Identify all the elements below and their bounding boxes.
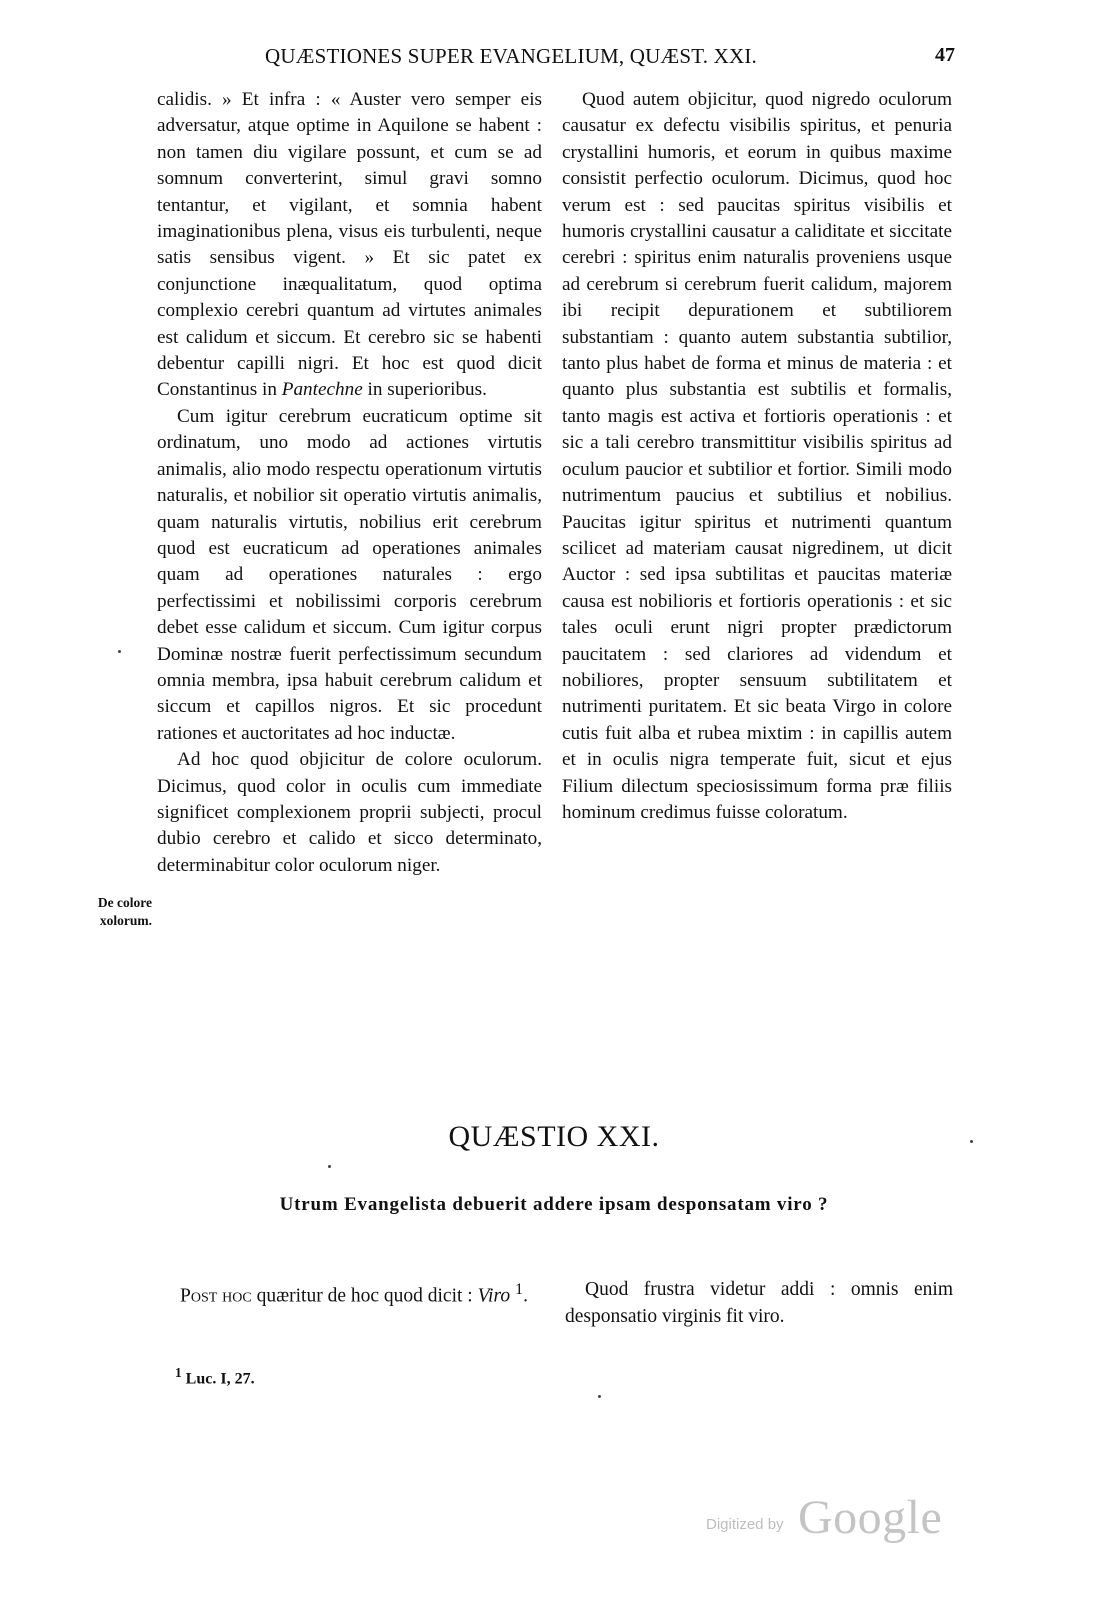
running-head (0, 44, 1108, 74)
opening-small-caps: Post hoc (180, 1285, 252, 1307)
margin-note-line-2: xolorum. (99, 913, 152, 928)
running-head-title: QUÆSTIONES SUPER EVANGELIUM, QUÆST. XXI. (265, 44, 757, 68)
quaestio-left-text (160, 1276, 540, 1310)
right-column (562, 87, 952, 826)
footnote-reference: 1 (514, 1280, 524, 1298)
quaestio-left-paragraph: Post hoc quæritur de hoc quod dicit : Viro $^1$. (180, 1280, 528, 1307)
margin-note-line-1: De colore (97, 895, 152, 910)
footnote (175, 1365, 255, 1388)
left-paragraph-2: Cum igitur cerebrum eucraticum optime sit ordinatum, uno modo ad actiones virtutis animalis, alio modo respectu operationum virtutis naturalis, et nobilior sit operatio virtutis animalis, quam naturalis virtutis, nobilius erit cerebrum quod est eucraticum ad operationes animales quam ad operationes naturales : ergo perfectissimi et nobilissimi corporis cerebrum debet esse calidum et siccum. Cum igitur corpus Dominæ nostræ fuerit perfectissimum secundum omnia membra, ipsa habuit cerebrum calidum et siccum et capillos nigros. Et sic procedunt rationes et auctoritates ad hoc inductæ. (157, 405, 542, 744)
quaestio-left-sentence: quæritur de hoc quod dicit : (256, 1285, 473, 1307)
footnote-mark: 1 (175, 1365, 182, 1380)
left-paragraph-1-end: in superioribus. (367, 379, 487, 401)
watermark-caption: Digitized by (706, 1516, 784, 1533)
print-speck (118, 650, 121, 653)
work-title: Pantechne (281, 379, 363, 401)
print-speck (328, 1165, 331, 1168)
print-speck (598, 1395, 601, 1398)
quaestio-right-paragraph: Quod frustra videtur addi : omnis enim desponsatio virginis fit viro. (565, 1279, 953, 1327)
quaestio-right-text (565, 1276, 953, 1330)
footnote-text: Luc. I, 27. (185, 1370, 255, 1388)
left-paragraph-1-text: calidis. » Et infra : « Auster vero semper eis adversatur, atque optime in Aquilone se habent : non tamen diu vigilare possunt, et cum se ad somnum converterint, simul gravi somno tentantur, et vigilant, et somnia habent imaginationibus plena, visus eis turbulenti, neque satis sensibus vigent. » Et sic patet ex conjunctione inæqualitatum, quod optima complexio cerebri quantum ad virtutes animales est calidum et siccum. Et cerebro sic se habenti debentur capilli nigri. Et hoc est quod dicit Constantinus in (157, 89, 542, 401)
digitization-watermark (700, 1490, 960, 1550)
quoted-word: Viro (477, 1285, 511, 1307)
print-speck (970, 1140, 973, 1143)
quaestio-heading: QUÆSTIO XXI. (448, 1120, 660, 1153)
quaestio-subtitle: Utrum Evangelista debuerit addere ipsam desponsatam viro ? (279, 1194, 829, 1215)
left-paragraph-3: Ad hoc quod objicitur de colore oculorum. Dicimus, quod color in oculis cum immediate significet complexionem proprii subjecti, procul dubio cerebro et calido et sicco determinato, determinabitur color oculorum niger. (157, 749, 542, 876)
page-number: 47 (935, 44, 955, 66)
left-paragraph-1 (157, 87, 542, 404)
margin-note (78, 894, 152, 930)
right-paragraph-1: Quod autem objicitur, quod nigredo oculorum causatur ex defectu visibilis spiritus, et penuria crystallini humoris, et eorum in quibus maxime consistit perfectio oculorum. Dicimus, quod hoc verum est : sed paucitas spiritus visibilis et humoris crystallini causatur a caliditate et siccitate cerebri : spiritus enim naturalis proveniens usque ad cerebrum si cerebrum fuerit calidum, majorem ibi recipit depurationem et subtiliorem substantiam : quanto autem substantia subtilior, tanto plus habet de forma et minus de materia : et quanto plus substantia est subtilis et formalis, tanto magis est activa et fortioris operationis : et sic a tali cerebro transmittitur visibilis spiritus ad oculum paucior et subtilior et fortior. Simili modo nutrimentum paucius et subtilius et nobilius. Paucitas igitur spiritus et nutrimenti quantum scilicet ad materiam causat nigredinem, ut dicit Auctor : sed ipsa subtilitas et paucitas materiæ causa est nobilioris et fortioris operationis : et sic tales oculi erunt nigri propter prædictorum paucitatem : sed clariores ad videndum et nobiliores, propter sensuum subtilitatem et nutrimenti puritatem. Et sic beata Virgo in colore cutis fuit alba et rubea mixtim : in capillis autem et in oculis nigra temperate fuit, sicut et ejus Filium dilectum speciosissimum forma præ filiis hominum credimus fuisse coloratum. (562, 89, 952, 823)
watermark-logo: Google (798, 1491, 943, 1544)
left-column (157, 87, 542, 879)
